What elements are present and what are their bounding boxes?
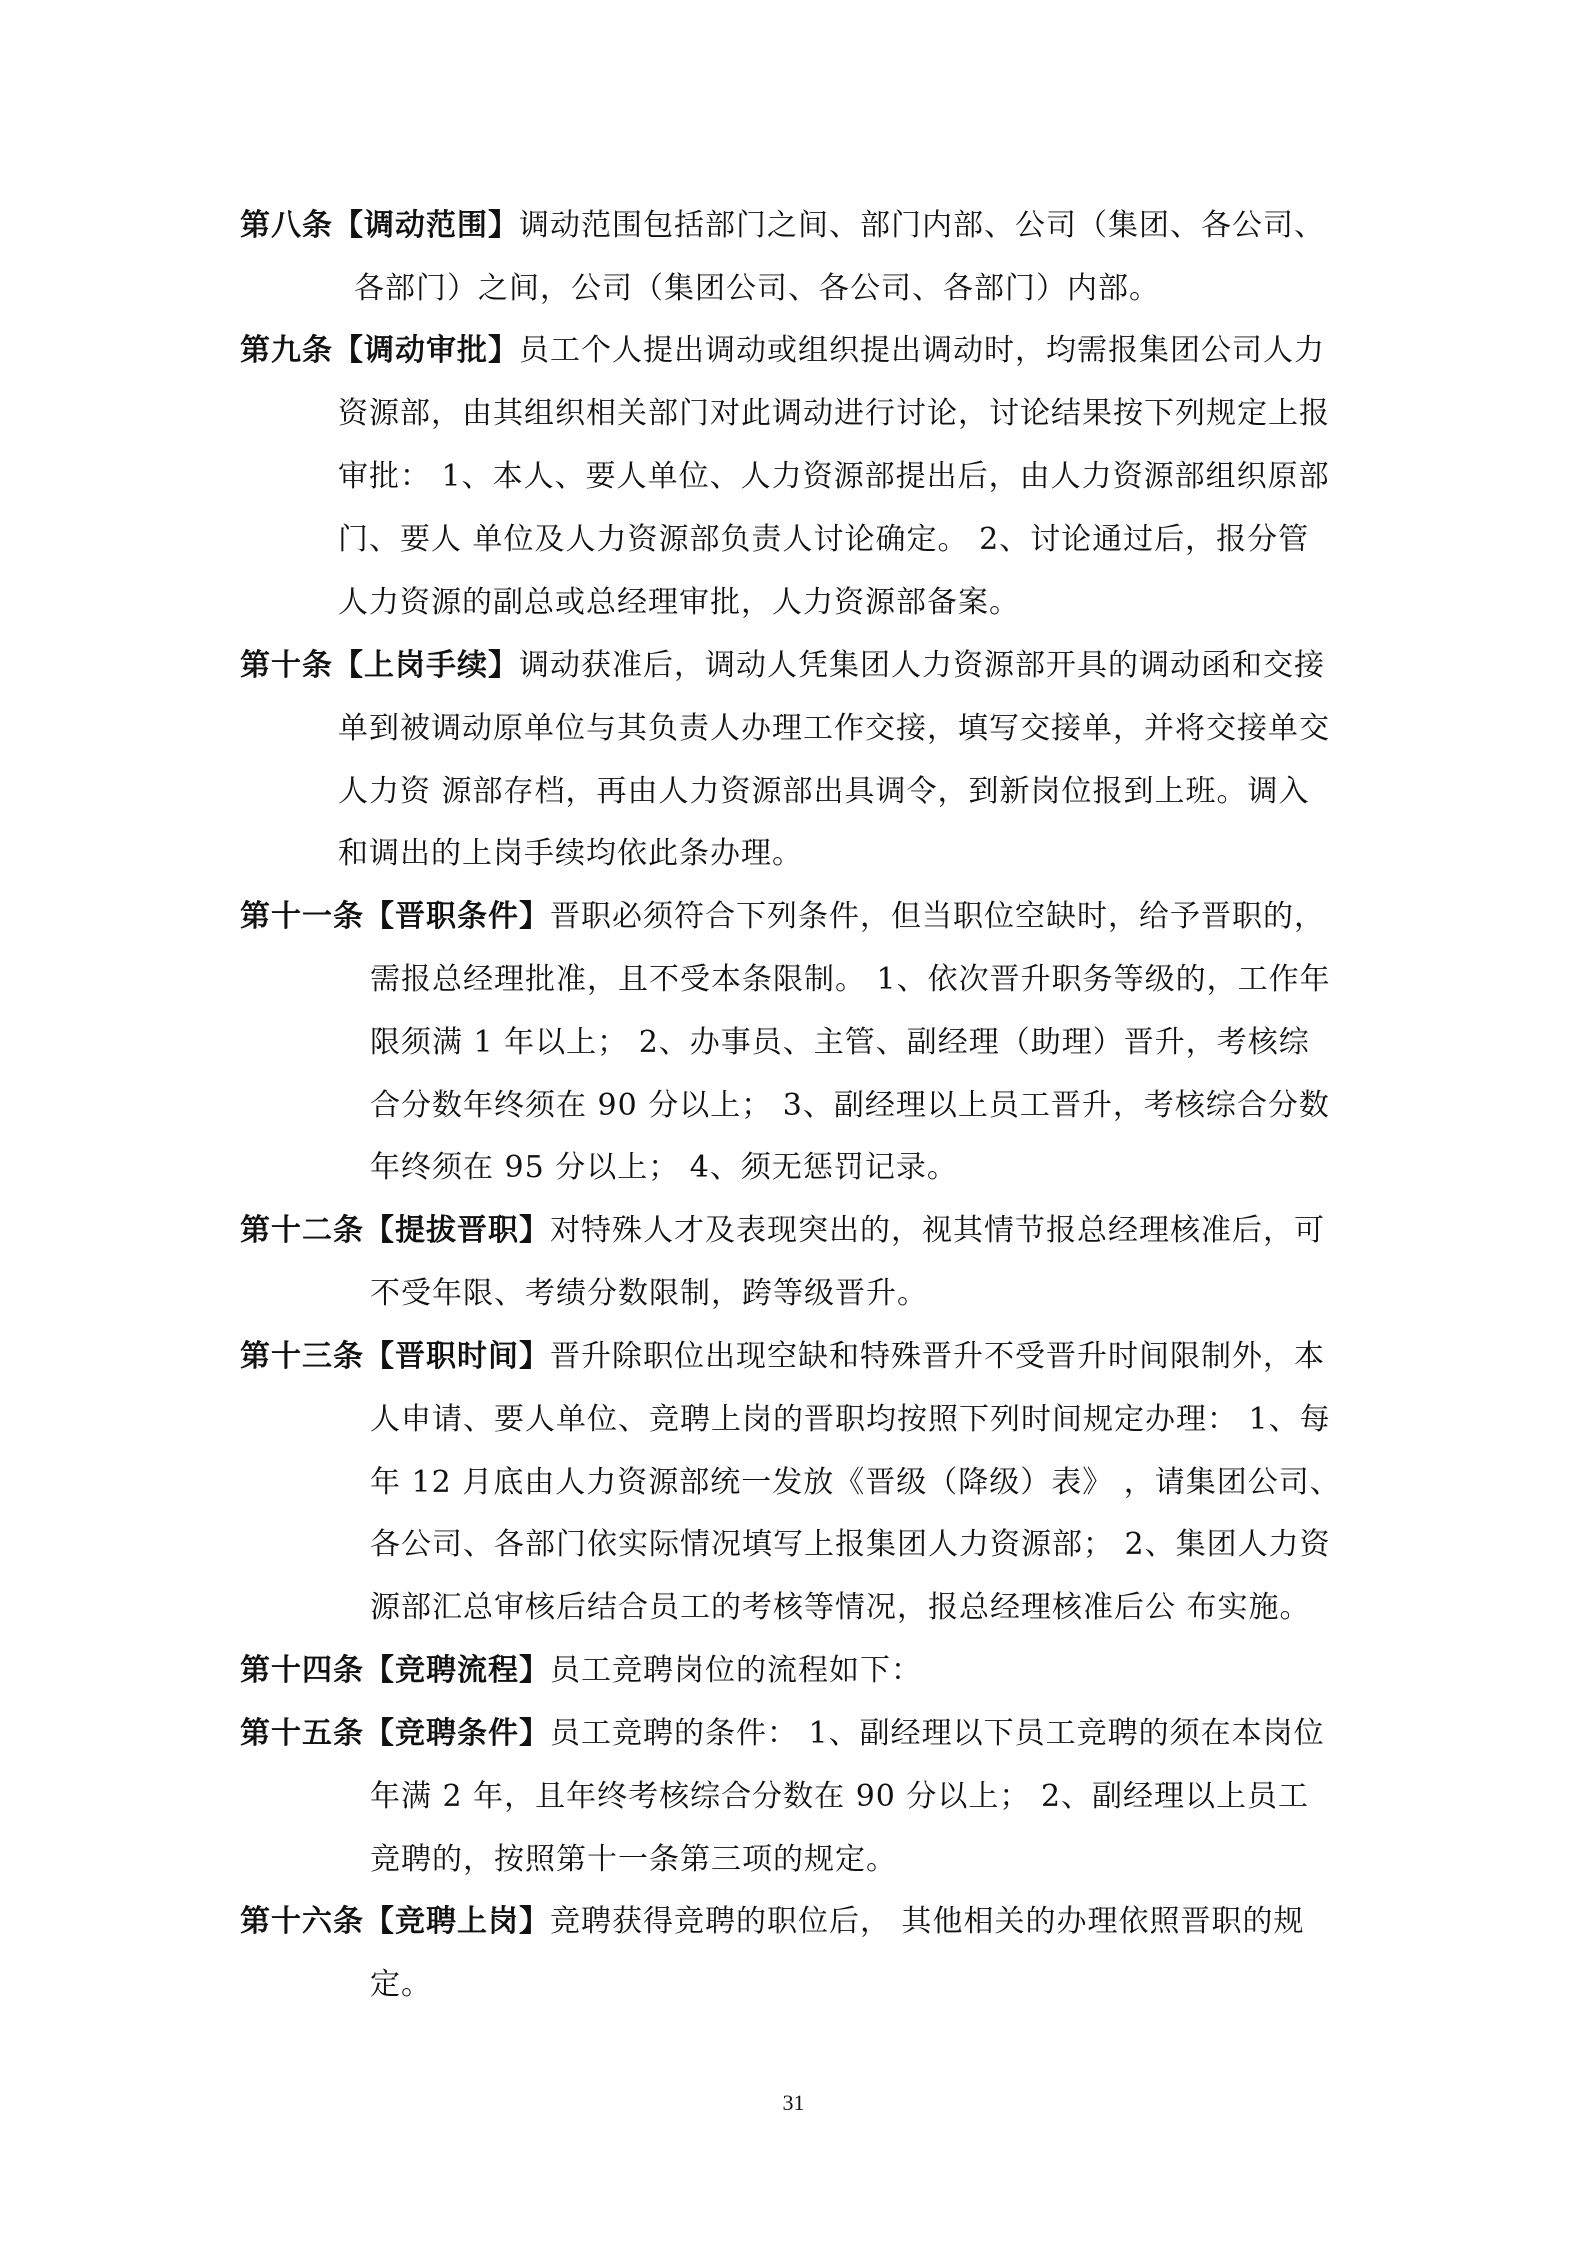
article-12-line-2: 不受年限、考绩分数限制，跨等级晋升。 [370, 1276, 928, 1311]
article-15-line-1 [240, 1714, 1325, 1754]
article-10-line-1 [240, 646, 1325, 686]
article-13-text: 晋升除职位出现空缺和特殊晋升不受晋升时间限制外，本 [550, 1339, 1325, 1374]
article-12-text: 对特殊人才及表现突出的，视其情节报总经理核准后，可 [550, 1213, 1325, 1248]
article-9-line-1 [240, 331, 1325, 371]
article-9-text: 员工个人提出调动或组织提出调动时，均需报集团公司人力 [519, 333, 1325, 368]
article-11-line-3: 限须满 1 年以上； 2、办事员、主管、副经理（助理）晋升，考核综 [370, 1025, 1310, 1060]
article-15-text: 员工竞聘的条件： 1、副经理以下员工竞聘的须在本岗位 [550, 1716, 1325, 1751]
article-11-heading: 第十一条【晋职条件】 [240, 899, 550, 934]
article-10-line-2: 单到被调动原单位与其负责人办理工作交接，填写交接单，并将交接单交 [338, 711, 1330, 746]
article-9-line-2: 资源部，由其组织相关部门对此调动进行讨论，讨论结果按下列规定上报 [338, 396, 1330, 431]
article-11-line-5: 年终须在 95 分以上； 4、须无惩罚记录。 [370, 1150, 958, 1185]
article-16-line-2: 定。 [370, 1967, 432, 2002]
article-13-line-4: 各公司、各部门依实际情况填写上报集团人力资源部； 2、集团人力资 [370, 1527, 1331, 1562]
article-10-line-3: 人力资 源部存档，再由人力资源部出具调令，到新岗位报到上班。调入 [338, 774, 1310, 809]
article-13-heading: 第十三条【晋职时间】 [240, 1339, 550, 1374]
article-15-line-3: 竞聘的，按照第十一条第三项的规定。 [370, 1842, 897, 1877]
article-15-heading: 第十五条【竞聘条件】 [240, 1716, 550, 1751]
article-12-heading: 第十二条【提拔晋职】 [240, 1213, 550, 1248]
article-11-line-2: 需报总经理批准，且不受本条限制。 1、依次晋升职务等级的，工作年 [370, 962, 1331, 997]
article-16-heading: 第十六条【竞聘上岗】 [240, 1904, 550, 1939]
article-9-line-4: 门、要人 单位及人力资源部负责人讨论确定。 2、讨论通过后，报分管 [338, 522, 1310, 557]
page-number: 31 [782, 2090, 805, 2115]
article-11-line-4: 合分数年终须在 90 分以上； 3、副经理以上员工晋升，考核综合分数 [370, 1088, 1330, 1123]
article-12-line-1 [240, 1211, 1325, 1251]
article-13-line-5: 源部汇总审核后结合员工的考核等情况，报总经理核准后公 布实施。 [370, 1590, 1311, 1625]
article-13-line-2: 人申请、要人单位、竞聘上岗的晋职均按照下列时间规定办理： 1、每 [370, 1402, 1331, 1437]
article-11-line-1 [240, 897, 1325, 937]
article-16-line-1 [240, 1902, 1305, 1942]
article-14-heading: 第十四条【竞聘流程】 [240, 1653, 550, 1688]
article-8-line-1 [240, 206, 1325, 246]
article-13-line-1 [240, 1337, 1325, 1377]
article-8-text: 调动范围包括部门之间、部门内部、公司（集团、各公司、 [519, 208, 1325, 243]
article-10-text: 调动获准后，调动人凭集团人力资源部开具的调动函和交接 [519, 648, 1325, 683]
article-16-text: 竞聘获得竞聘的职位后， 其他相关的办理依照晋职的规 [550, 1904, 1305, 1939]
article-14-text: 员工竞聘岗位的流程如下： [550, 1653, 922, 1688]
article-8-line-2: 各部门）之间，公司（集团公司、各公司、各部门）内部。 [354, 271, 1160, 306]
article-10-line-4: 和调出的上岗手续均依此条办理。 [338, 836, 803, 871]
article-11-text: 晋职必须符合下列条件，但当职位空缺时，给予晋职的， [550, 899, 1325, 934]
article-9-line-3: 审批： 1、本人、要人单位、人力资源部提出后，由人力资源部组织原部 [338, 459, 1330, 494]
article-15-line-2: 年满 2 年，且年终考核综合分数在 90 分以上； 2、副经理以上员工 [370, 1779, 1310, 1814]
article-9-line-5: 人力资源的副总或总经理审批，人力资源部备案。 [338, 585, 1020, 620]
article-14-line-1 [240, 1651, 922, 1691]
article-10-heading: 第十条【上岗手续】 [240, 648, 519, 683]
article-9-heading: 第九条【调动审批】 [240, 333, 519, 368]
article-8-heading: 第八条【调动范围】 [240, 208, 519, 243]
article-13-line-3: 年 12 月底由人力资源部统一发放《晋级（降级）表》 ，请集团公司、 [370, 1465, 1341, 1500]
